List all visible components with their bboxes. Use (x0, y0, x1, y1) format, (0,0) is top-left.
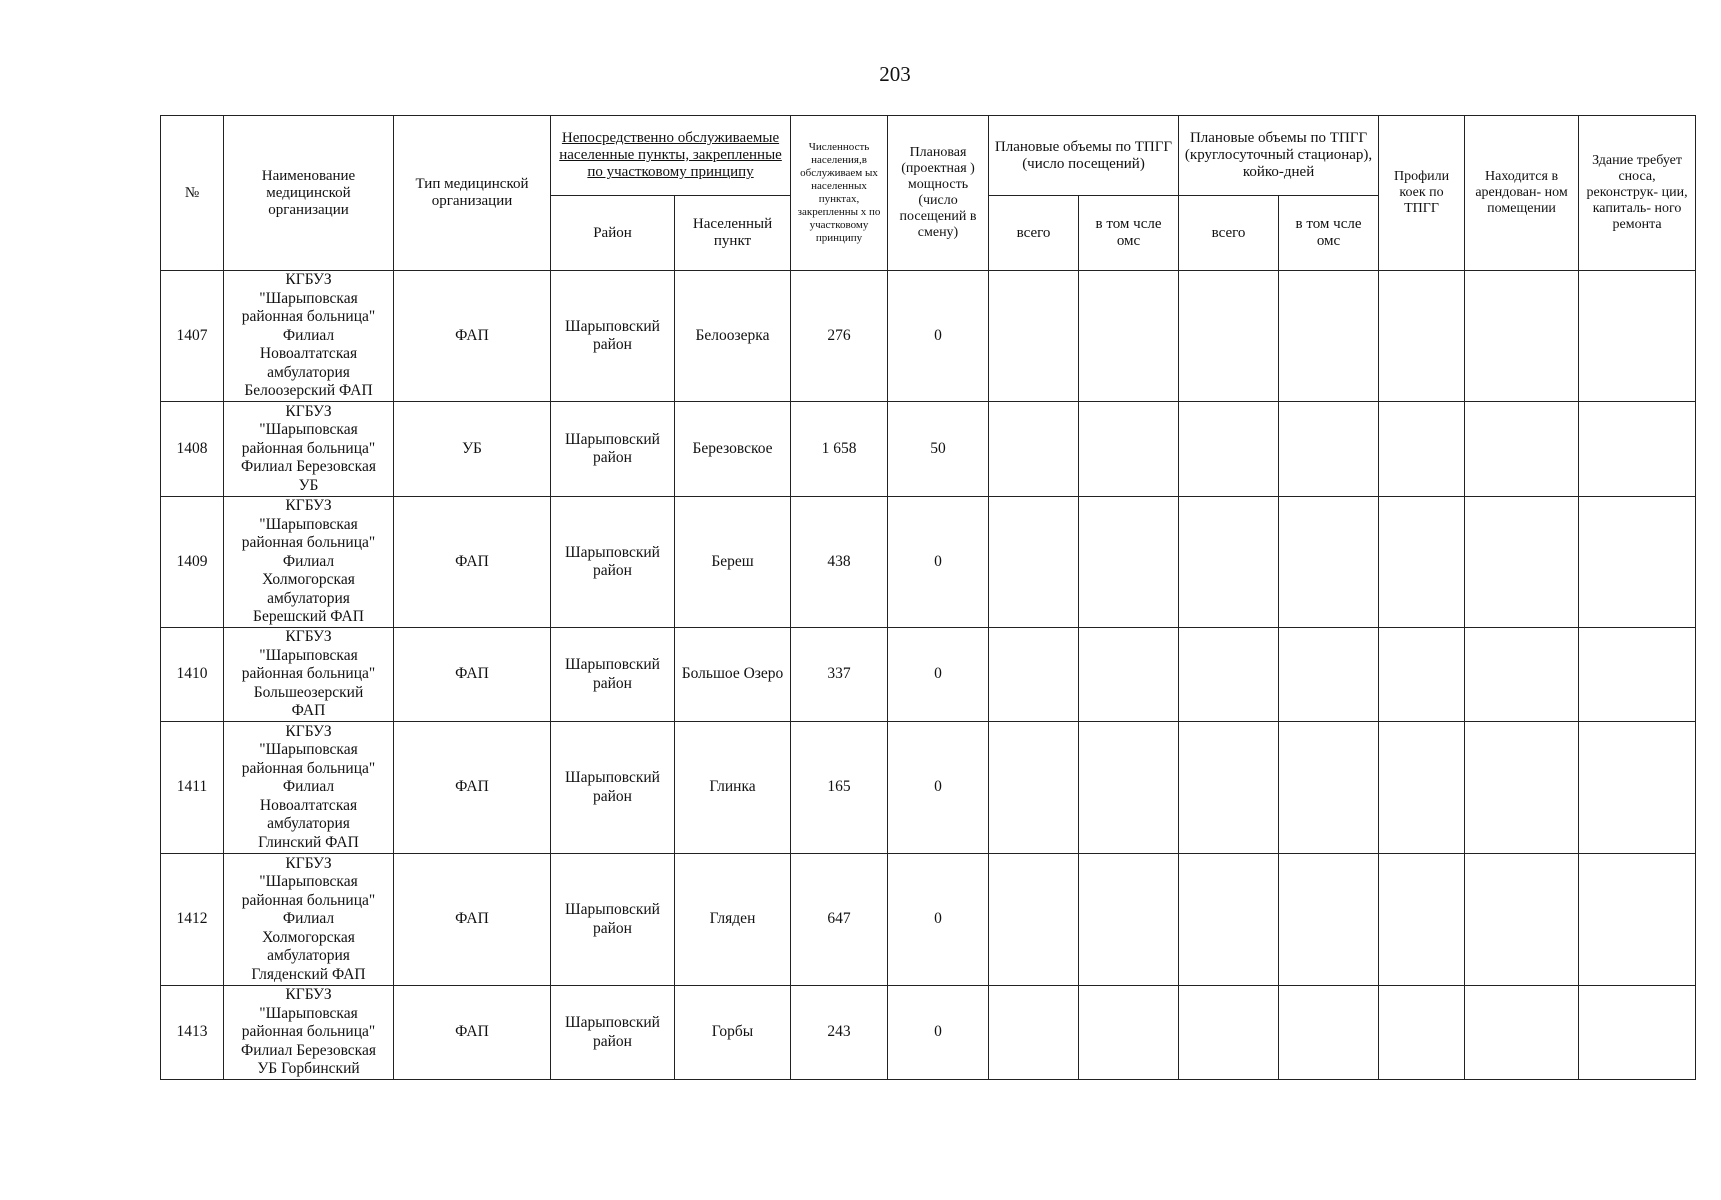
org-name-line: амбулатория (267, 947, 350, 965)
org-name-line: Филиал Березовская (241, 1041, 376, 1059)
cell-district: Шарыповский район (551, 986, 675, 1080)
cell-population: 337 (791, 628, 888, 722)
cell-capacity: 0 (888, 628, 989, 722)
cell-rented (1465, 402, 1579, 497)
header-capacity: Плановая (проектная ) мощность (число посещений в смену) (888, 116, 989, 271)
cell-visits-oms (1079, 402, 1179, 497)
cell-visits-total (989, 722, 1079, 854)
table-row (161, 402, 1696, 497)
cell-bed-profiles (1379, 271, 1465, 402)
header-inpatient-total: всего (1179, 196, 1279, 271)
cell-capacity: 0 (888, 722, 989, 854)
cell-visits-total (989, 628, 1079, 722)
org-name-line: КГБУЗ (285, 271, 332, 289)
cell-num: 1413 (161, 986, 224, 1080)
org-name-line: амбулатория (267, 589, 350, 607)
header-district: Район (551, 196, 675, 271)
header-locality: Населенный пункт (675, 196, 791, 271)
cell-capacity: 0 (888, 854, 989, 986)
org-name-line: Холмогорская (262, 571, 355, 589)
cell-visits-total (989, 497, 1079, 628)
cell-num: 1408 (161, 402, 224, 497)
org-name-line: районная больница" (241, 891, 376, 909)
cell-inpatient-oms (1279, 497, 1379, 628)
cell-rented (1465, 271, 1579, 402)
org-name-line: "Шарыповская (259, 421, 358, 439)
header-population: Численность населения,в обслуживаем ых населенных пунктах, закрепленны х по участковому принципу (791, 116, 888, 271)
cell-rented (1465, 722, 1579, 854)
org-name-line: Большеозерский (253, 683, 364, 701)
cell-num: 1407 (161, 271, 224, 402)
table-row (161, 854, 1696, 986)
cell-rented (1465, 986, 1579, 1080)
org-name-line: КГБУЗ (285, 854, 332, 872)
cell-locality: Береш (675, 497, 791, 628)
cell-inpatient-oms (1279, 402, 1379, 497)
table-row (161, 628, 1696, 722)
cell-bed-profiles (1379, 854, 1465, 986)
org-name-line: районная больница" (241, 308, 376, 326)
cell-org-name (224, 271, 394, 402)
cell-inpatient-total (1179, 628, 1279, 722)
cell-capacity: 50 (888, 402, 989, 497)
org-name-line: КГБУЗ (285, 722, 332, 740)
cell-capacity: 0 (888, 986, 989, 1080)
org-name-line: Холмогорская (262, 928, 355, 946)
cell-inpatient-oms (1279, 722, 1379, 854)
cell-district: Шарыповский район (551, 854, 675, 986)
cell-org-type: ФАП (394, 854, 551, 986)
org-name-line: Новоалтатская (259, 796, 358, 814)
org-name-line: Филиал (282, 552, 335, 570)
org-name-line: районная больница" (241, 1023, 376, 1041)
cell-inpatient-total (1179, 722, 1279, 854)
cell-org-type: ФАП (394, 986, 551, 1080)
cell-locality: Гляден (675, 854, 791, 986)
cell-org-name (224, 402, 394, 497)
page-number: 203 (879, 62, 911, 86)
cell-capacity: 0 (888, 271, 989, 402)
cell-org-name (224, 854, 394, 986)
cell-org-name (224, 986, 394, 1080)
org-name-line: амбулатория (267, 363, 350, 381)
cell-bed-profiles (1379, 986, 1465, 1080)
org-name-line: "Шарыповская (259, 289, 358, 307)
cell-locality: Березовское (675, 402, 791, 497)
header-rented: Находится в арендован- ном помещении (1465, 116, 1579, 271)
cell-locality: Глинка (675, 722, 791, 854)
cell-demolition (1579, 497, 1696, 628)
org-name-line: Глинский ФАП (258, 833, 359, 851)
header-org-name: Наименование медицинской организации (224, 116, 394, 271)
cell-district: Шарыповский район (551, 402, 675, 497)
org-name-line: Белоозерский ФАП (244, 382, 373, 400)
cell-demolition (1579, 402, 1696, 497)
cell-org-type: ФАП (394, 271, 551, 402)
table-row (161, 722, 1696, 854)
cell-demolition (1579, 722, 1696, 854)
cell-num: 1410 (161, 628, 224, 722)
cell-population: 438 (791, 497, 888, 628)
facilities-table (160, 115, 1696, 1080)
org-name-line: Филиал (282, 326, 335, 344)
org-name-line: УБ (298, 476, 319, 494)
header-visits-volume: Плановые объемы по ТПГГ (число посещений) (989, 116, 1179, 196)
cell-rented (1465, 628, 1579, 722)
cell-district: Шарыповский район (551, 271, 675, 402)
org-name-line: "Шарыповская (259, 646, 358, 664)
org-name-line: КГБУЗ (285, 402, 332, 420)
table-row (161, 497, 1696, 628)
cell-org-type: ФАП (394, 628, 551, 722)
cell-org-name (224, 628, 394, 722)
table-body (161, 271, 1696, 1080)
cell-capacity: 0 (888, 497, 989, 628)
cell-visits-total (989, 854, 1079, 986)
cell-rented (1465, 497, 1579, 628)
header-visits-total: всего (989, 196, 1079, 271)
org-name-line: Берешский ФАП (253, 608, 364, 626)
cell-inpatient-total (1179, 271, 1279, 402)
cell-visits-oms (1079, 986, 1179, 1080)
cell-district: Шарыповский район (551, 628, 675, 722)
cell-visits-oms (1079, 854, 1179, 986)
org-name-line: "Шарыповская (259, 741, 358, 759)
cell-demolition (1579, 271, 1696, 402)
cell-org-type: ФАП (394, 722, 551, 854)
cell-demolition (1579, 628, 1696, 722)
org-name-line: "Шарыповская (259, 873, 358, 891)
org-name-line: районная больница" (241, 439, 376, 457)
cell-demolition (1579, 986, 1696, 1080)
cell-visits-oms (1079, 722, 1179, 854)
cell-org-name (224, 722, 394, 854)
header-visits-oms: в том чсле омс (1079, 196, 1179, 271)
cell-district: Шарыповский район (551, 722, 675, 854)
cell-bed-profiles (1379, 402, 1465, 497)
cell-bed-profiles (1379, 628, 1465, 722)
org-name-line: Новоалтатская (259, 345, 358, 363)
cell-visits-oms (1079, 628, 1179, 722)
cell-num: 1412 (161, 854, 224, 986)
cell-num: 1409 (161, 497, 224, 628)
org-name-line: "Шарыповская (259, 515, 358, 533)
org-name-line: КГБУЗ (285, 986, 332, 1004)
cell-num: 1411 (161, 722, 224, 854)
cell-visits-oms (1079, 497, 1179, 628)
org-name-line: УБ Горбинский (257, 1060, 360, 1078)
cell-district: Шарыповский район (551, 497, 675, 628)
header-org-type: Тип медицинской организации (394, 116, 551, 271)
header-row-1 (161, 116, 1696, 196)
cell-population: 243 (791, 986, 888, 1080)
cell-visits-total (989, 986, 1079, 1080)
cell-inpatient-total (1179, 986, 1279, 1080)
cell-demolition (1579, 854, 1696, 986)
org-name-line: КГБУЗ (285, 497, 332, 515)
cell-locality: Большое Озеро (675, 628, 791, 722)
cell-org-type: УБ (394, 402, 551, 497)
header-demolition: Здание требует сноса, реконструк- ции, капиталь- ного ремонта (1579, 116, 1696, 271)
cell-visits-total (989, 402, 1079, 497)
header-num: № (161, 116, 224, 271)
cell-inpatient-total (1179, 854, 1279, 986)
cell-org-type: ФАП (394, 497, 551, 628)
cell-inpatient-total (1179, 497, 1279, 628)
cell-bed-profiles (1379, 497, 1465, 628)
header-inpatient-oms: в том чсле омс (1279, 196, 1379, 271)
cell-visits-oms (1079, 271, 1179, 402)
org-name-line: ФАП (291, 702, 326, 720)
cell-visits-total (989, 271, 1079, 402)
header-served-localities: Непосредственно обслуживаемые населенные пункты, закрепленные по участковому принципу (551, 116, 791, 196)
cell-inpatient-oms (1279, 854, 1379, 986)
org-name-line: амбулатория (267, 815, 350, 833)
cell-rented (1465, 854, 1579, 986)
cell-population: 1 658 (791, 402, 888, 497)
org-name-line: районная больница" (241, 759, 376, 777)
cell-org-name (224, 497, 394, 628)
org-name-line: районная больница" (241, 534, 376, 552)
cell-locality: Горбы (675, 986, 791, 1080)
org-name-line: Гляденский ФАП (251, 965, 366, 983)
cell-inpatient-oms (1279, 271, 1379, 402)
table-row (161, 271, 1696, 402)
header-bed-profiles: Профили коек по ТПГГ (1379, 116, 1465, 271)
header-inpatient-volume: Плановые объемы по ТПГГ (круглосуточный стационар), койко-дней (1179, 116, 1379, 196)
cell-population: 276 (791, 271, 888, 402)
cell-bed-profiles (1379, 722, 1465, 854)
cell-inpatient-total (1179, 402, 1279, 497)
org-name-line: Филиал (282, 910, 335, 928)
org-name-line: "Шарыповская (259, 1004, 358, 1022)
cell-inpatient-oms (1279, 986, 1379, 1080)
org-name-line: Филиал Березовская (241, 458, 376, 476)
cell-locality: Белоозерка (675, 271, 791, 402)
cell-population: 647 (791, 854, 888, 986)
org-name-line: КГБУЗ (285, 628, 332, 646)
cell-population: 165 (791, 722, 888, 854)
org-name-line: Филиал (282, 778, 335, 796)
cell-inpatient-oms (1279, 628, 1379, 722)
table-row (161, 986, 1696, 1080)
org-name-line: районная больница" (241, 665, 376, 683)
